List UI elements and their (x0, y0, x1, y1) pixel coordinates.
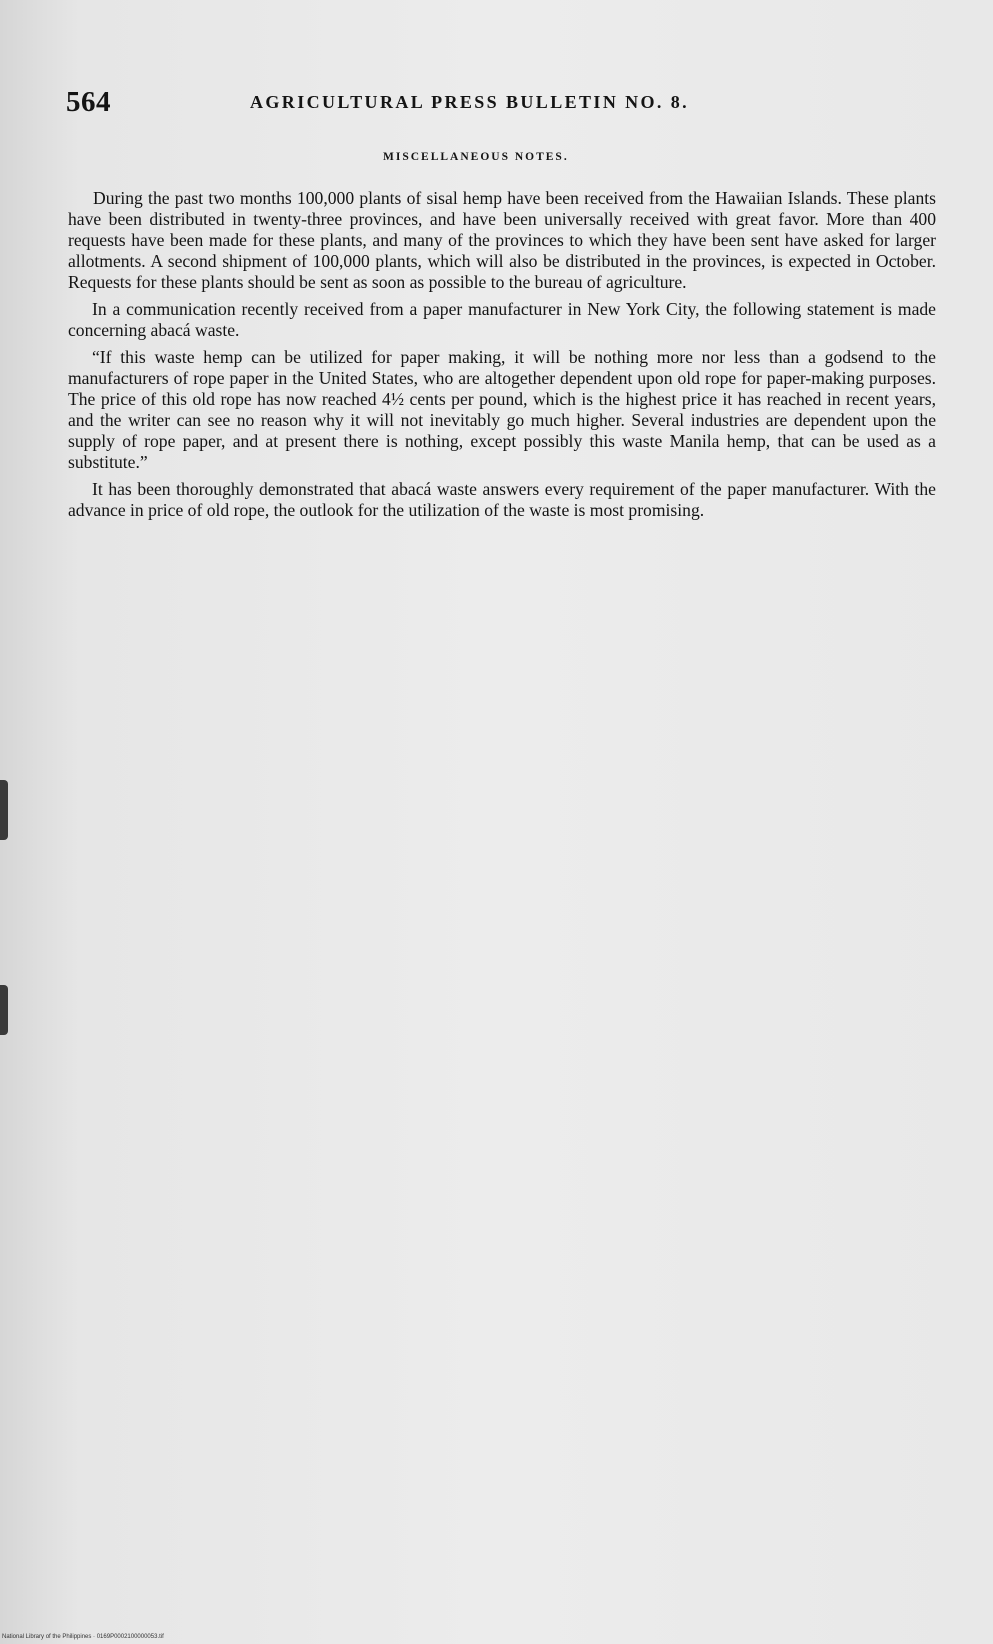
paragraph: During the past two months 100,000 plants of sisal hemp have been received from the Hawaiian Islands. These plants have been distributed in twenty-three provinces, and have been universally received with great favor. More than 400 requests have been made for these plants, and many of the provinces to which they have been sent have asked for larger allotments. A second shipment of 100,000 plants, which will also be distributed in the provinces, is expected in October. Requests for these plants should be sent as soon as possible to the bureau of agriculture. (68, 188, 936, 292)
binding-edge-mark (0, 780, 8, 840)
section-title: MISCELLANEOUS NOTES. (383, 151, 569, 163)
binding-edge-mark (0, 985, 8, 1035)
paragraph: It has been thoroughly demonstrated that abacá waste answers every requirement of the paper manufacturer. With the advance in price of old rope, the outlook for the utilization of the waste is most promising. (68, 479, 936, 520)
running-title: AGRICULTURAL PRESS BULLETIN NO. 8. (250, 92, 690, 112)
paragraph: In a communication recently received from a paper manufacturer in New York City, the following statement is made concerning abacá waste. (68, 299, 936, 340)
article-body (68, 188, 936, 527)
page-number: 564 (66, 86, 111, 118)
scan-credit: National Library of the Philippines · 0169P0002100000053.tif (2, 1634, 164, 1640)
quoted-paragraph: “If this waste hemp can be utilized for paper making, it will be nothing more nor less than a godsend to the manufacturers of rope paper in the United States, who are altogether dependent upon old rope for paper-making purposes. The price of this old rope has now reached 4½ cents per pound, which is the highest price it has reached in recent years, and the writer can see no reason why it will not inevitably go much higher. Several industries are dependent upon the supply of rope paper, and at present there is nothing, except possibly this waste Manila hemp, that can be used as a substitute.” (68, 347, 936, 472)
